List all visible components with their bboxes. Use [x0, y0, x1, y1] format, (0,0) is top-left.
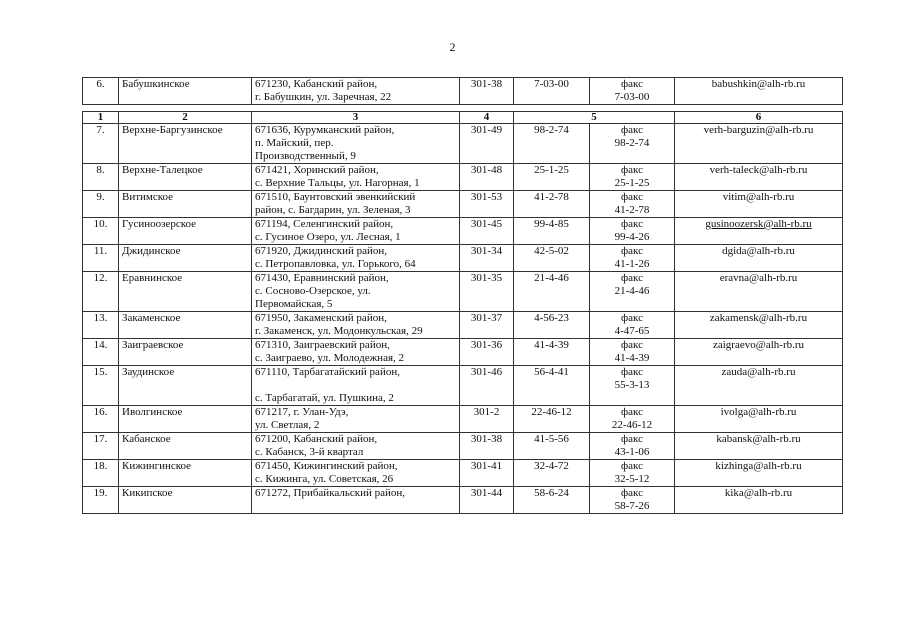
email-link[interactable]: vitim@alh-rb.ru — [722, 191, 795, 203]
department-name: Иволгинское — [119, 406, 252, 433]
address-cell — [252, 433, 460, 460]
phone-number: 21-4-46 — [514, 272, 590, 312]
email-link[interactable]: babushkin@alh-rb.ru — [711, 78, 806, 90]
fax-number: 41-2-78 — [614, 204, 650, 216]
phone-code: 301-37 — [460, 312, 514, 339]
phone-number: 99-4-85 — [514, 218, 590, 245]
row-number: 9. — [83, 191, 119, 218]
address-line: 671421, Хоринский район, — [255, 164, 379, 176]
table-row — [83, 339, 843, 366]
phone-number: 98-2-74 — [514, 124, 590, 164]
table-row — [83, 272, 843, 312]
phone-code: 301-46 — [460, 366, 514, 406]
phone-code: 301-38 — [460, 78, 514, 105]
address-cell — [252, 191, 460, 218]
phone-code: 301-45 — [460, 218, 514, 245]
address-line: 671310, Заиграевский район, — [255, 339, 390, 351]
phone-number: 22-46-12 — [514, 406, 590, 433]
phone-code: 301-41 — [460, 460, 514, 487]
row-number: 7. — [83, 124, 119, 164]
address-line: Первомайская, 5 — [255, 298, 333, 310]
email-cell — [675, 460, 843, 487]
address-line: г. Закаменск, ул. Модонкульская, 29 — [255, 325, 423, 337]
fax-label: факс — [621, 312, 643, 324]
fax-number: 98-2-74 — [614, 137, 650, 149]
email-cell — [675, 339, 843, 366]
email-cell — [675, 406, 843, 433]
department-name: Еравнинское — [119, 272, 252, 312]
phone-code: 301-38 — [460, 433, 514, 460]
fax-cell — [590, 191, 675, 218]
address-line: с. Верхние Тальцы, ул. Нагорная, 1 — [255, 177, 420, 189]
email-cell — [675, 218, 843, 245]
email-link[interactable]: ivolga@alh-rb.ru — [720, 406, 797, 418]
column-header: 5 — [514, 112, 675, 124]
email-cell — [675, 487, 843, 514]
department-name: Кикипское — [119, 487, 252, 514]
email-cell — [675, 366, 843, 406]
column-header: 2 — [119, 112, 252, 124]
fax-cell — [590, 124, 675, 164]
table-row — [83, 312, 843, 339]
fax-label: факс — [621, 218, 643, 230]
address-line: с. Сосново-Озерское, ул. — [255, 285, 371, 297]
phone-number: 41-5-56 — [514, 433, 590, 460]
fax-cell — [590, 312, 675, 339]
fax-label: факс — [621, 487, 643, 499]
address-line: 671920, Джидинский район, — [255, 245, 388, 257]
department-name: Заудинское — [119, 366, 252, 406]
fax-label: факс — [621, 433, 643, 445]
address-cell — [252, 312, 460, 339]
address-line: 671636, Курумканский район, — [255, 124, 395, 136]
fax-label: факс — [621, 164, 643, 176]
department-name: Гусиноозерское — [119, 218, 252, 245]
fax-label: факс — [621, 460, 643, 472]
address-line: 671194, Селенгинский район, — [255, 218, 394, 230]
phone-code: 301-36 — [460, 339, 514, 366]
phone-code: 301-35 — [460, 272, 514, 312]
address-line: 671230, Кабанский район, — [255, 78, 378, 90]
column-header: 6 — [675, 112, 843, 124]
address-line: г. Бабушкин, ул. Заречная, 22 — [255, 91, 392, 103]
phone-number: 41-4-39 — [514, 339, 590, 366]
address-cell — [252, 272, 460, 312]
address-line: 671217, г. Улан-Удэ, — [255, 406, 349, 418]
phone-code: 301-44 — [460, 487, 514, 514]
email-link[interactable]: zaigraevo@alh-rb.ru — [712, 339, 805, 351]
row-number: 6. — [83, 78, 119, 105]
address-cell — [252, 487, 460, 514]
email-link[interactable]: zauda@alh-rb.ru — [721, 366, 796, 378]
fax-number: 22-46-12 — [611, 419, 653, 431]
address-line: 671950, Закаменский район, — [255, 312, 387, 324]
row-number: 16. — [83, 406, 119, 433]
fax-label: факс — [621, 272, 643, 284]
column-header: 1 — [83, 112, 119, 124]
address-cell — [252, 164, 460, 191]
address-line — [255, 379, 456, 392]
row-number: 18. — [83, 460, 119, 487]
fax-cell — [590, 339, 675, 366]
department-name: Джидинское — [119, 245, 252, 272]
address-cell — [252, 218, 460, 245]
row-number: 11. — [83, 245, 119, 272]
phone-number: 32-4-72 — [514, 460, 590, 487]
fax-number: 21-4-46 — [614, 285, 650, 297]
top-row-table — [82, 77, 843, 105]
phone-code: 301-48 — [460, 164, 514, 191]
fax-cell — [590, 460, 675, 487]
fax-cell — [590, 406, 675, 433]
email-cell — [675, 272, 843, 312]
table-row — [83, 406, 843, 433]
address-line: с. Кижинга, ул. Советская, 26 — [255, 473, 394, 485]
phone-code: 301-49 — [460, 124, 514, 164]
table-row — [83, 124, 843, 164]
address-line: с. Кабанск, 3-й квартал — [255, 446, 364, 458]
fax-cell — [590, 78, 675, 105]
phone-number: 56-4-41 — [514, 366, 590, 406]
table-row — [83, 78, 843, 105]
email-cell — [675, 312, 843, 339]
address-line: 671272, Прибайкальский район, — [255, 487, 406, 499]
address-line: с. Гусиное Озеро, ул. Лесная, 1 — [255, 231, 401, 243]
address-line: с. Тарбагатай, ул. Пушкина, 2 — [255, 392, 394, 404]
address-line: с. Петропавловка, ул. Горького, 64 — [255, 258, 416, 270]
department-name: Верхне-Талецкое — [119, 164, 252, 191]
page-number: 2 — [449, 40, 456, 54]
column-header: 4 — [460, 112, 514, 124]
fax-label: факс — [621, 124, 643, 136]
table-row — [83, 218, 843, 245]
fax-number: 7-03-00 — [614, 91, 650, 103]
address-line: 671450, Кижингинский район, — [255, 460, 398, 472]
phone-number: 42-5-02 — [514, 245, 590, 272]
department-name: Верхне-Баргузинское — [119, 124, 252, 164]
phone-code: 301-34 — [460, 245, 514, 272]
phone-number: 25-1-25 — [514, 164, 590, 191]
table-row — [83, 164, 843, 191]
fax-label: факс — [621, 245, 643, 257]
fax-number: 55-3-13 — [614, 379, 650, 391]
fax-cell — [590, 164, 675, 191]
department-name: Закаменское — [119, 312, 252, 339]
fax-label: факс — [621, 339, 643, 351]
row-number: 15. — [83, 366, 119, 406]
address-line: район, с. Багдарин, ул. Зеленая, 3 — [255, 204, 411, 216]
department-name: Кижингинское — [119, 460, 252, 487]
email-cell — [675, 433, 843, 460]
table-row — [83, 433, 843, 460]
email-link[interactable]: kabansk@alh-rb.ru — [716, 433, 801, 445]
fax-cell — [590, 487, 675, 514]
fax-label: факс — [621, 366, 643, 378]
email-link[interactable]: zakamensk@alh-rb.ru — [709, 312, 808, 324]
fax-cell — [590, 272, 675, 312]
department-name: Бабушкинское — [119, 78, 252, 105]
address-cell — [252, 245, 460, 272]
fax-cell — [590, 433, 675, 460]
table-row — [83, 191, 843, 218]
address-cell — [252, 124, 460, 164]
email-link[interactable]: kizhinga@alh-rb.ru — [715, 460, 802, 472]
phone-code: 301-2 — [460, 406, 514, 433]
fax-cell — [590, 366, 675, 406]
row-number: 10. — [83, 218, 119, 245]
row-number: 17. — [83, 433, 119, 460]
fax-number: 41-4-39 — [614, 352, 650, 364]
department-name: Витимское — [119, 191, 252, 218]
address-line: 671510, Баунтовский эвенкийский — [255, 191, 416, 203]
email-cell — [675, 245, 843, 272]
column-header: 3 — [252, 112, 460, 124]
fax-label: факс — [621, 406, 643, 418]
table-row — [83, 487, 843, 514]
email-link[interactable]: dgida@alh-rb.ru — [722, 245, 795, 257]
row-number: 12. — [83, 272, 119, 312]
address-cell — [252, 78, 460, 105]
header-row — [83, 112, 843, 124]
row-number: 14. — [83, 339, 119, 366]
email-cell — [675, 191, 843, 218]
address-line: 671430, Еравнинский район, — [255, 272, 389, 284]
phone-number: 41-2-78 — [514, 191, 590, 218]
fax-number: 43-1-06 — [614, 446, 650, 458]
row-number: 13. — [83, 312, 119, 339]
fax-number: 99-4-26 — [614, 231, 650, 243]
email-cell — [675, 78, 843, 105]
phone-number: 58-6-24 — [514, 487, 590, 514]
fax-label: факс — [621, 191, 643, 203]
email-cell — [675, 124, 843, 164]
email-link[interactable]: kika@alh-rb.ru — [724, 487, 793, 499]
address-line: с. Заиграево, ул. Молодежная, 2 — [255, 352, 405, 364]
address-cell — [252, 339, 460, 366]
email-cell — [675, 164, 843, 191]
fax-number: 4-47-65 — [614, 325, 650, 337]
fax-number: 41-1-26 — [614, 258, 650, 270]
table-row — [83, 460, 843, 487]
phone-number: 4-56-23 — [514, 312, 590, 339]
table-row — [83, 245, 843, 272]
fax-cell — [590, 245, 675, 272]
table-row — [83, 366, 843, 406]
address-line: 671200, Кабанский район, — [255, 433, 378, 445]
address-line: ул. Светлая, 2 — [255, 419, 320, 431]
forestry-table — [82, 111, 843, 514]
email-link[interactable]: eravna@alh-rb.ru — [719, 272, 798, 284]
fax-number: 25-1-25 — [614, 177, 650, 189]
fax-label: факс — [621, 78, 643, 90]
address-line: Производственный, 9 — [255, 150, 356, 162]
fax-cell — [590, 218, 675, 245]
row-number: 8. — [83, 164, 119, 191]
fax-number: 32-5-12 — [614, 473, 650, 485]
address-line: п. Майский, пер. — [255, 137, 334, 149]
email-link[interactable]: verh-taleck@alh-rb.ru — [709, 164, 808, 176]
address-cell — [252, 460, 460, 487]
address-line: 671110, Тарбагатайский район, — [255, 366, 400, 378]
department-name: Заиграевское — [119, 339, 252, 366]
fax-number: 58-7-26 — [614, 500, 650, 512]
row-number: 19. — [83, 487, 119, 514]
department-name: Кабанское — [119, 433, 252, 460]
email-link[interactable]: verh-barguzin@alh-rb.ru — [703, 124, 814, 136]
phone-code: 301-53 — [460, 191, 514, 218]
phone-number: 7-03-00 — [514, 78, 590, 105]
address-cell — [252, 406, 460, 433]
email-link[interactable]: gusinoozersk@alh-rb.ru — [705, 218, 812, 230]
address-cell — [252, 366, 460, 406]
